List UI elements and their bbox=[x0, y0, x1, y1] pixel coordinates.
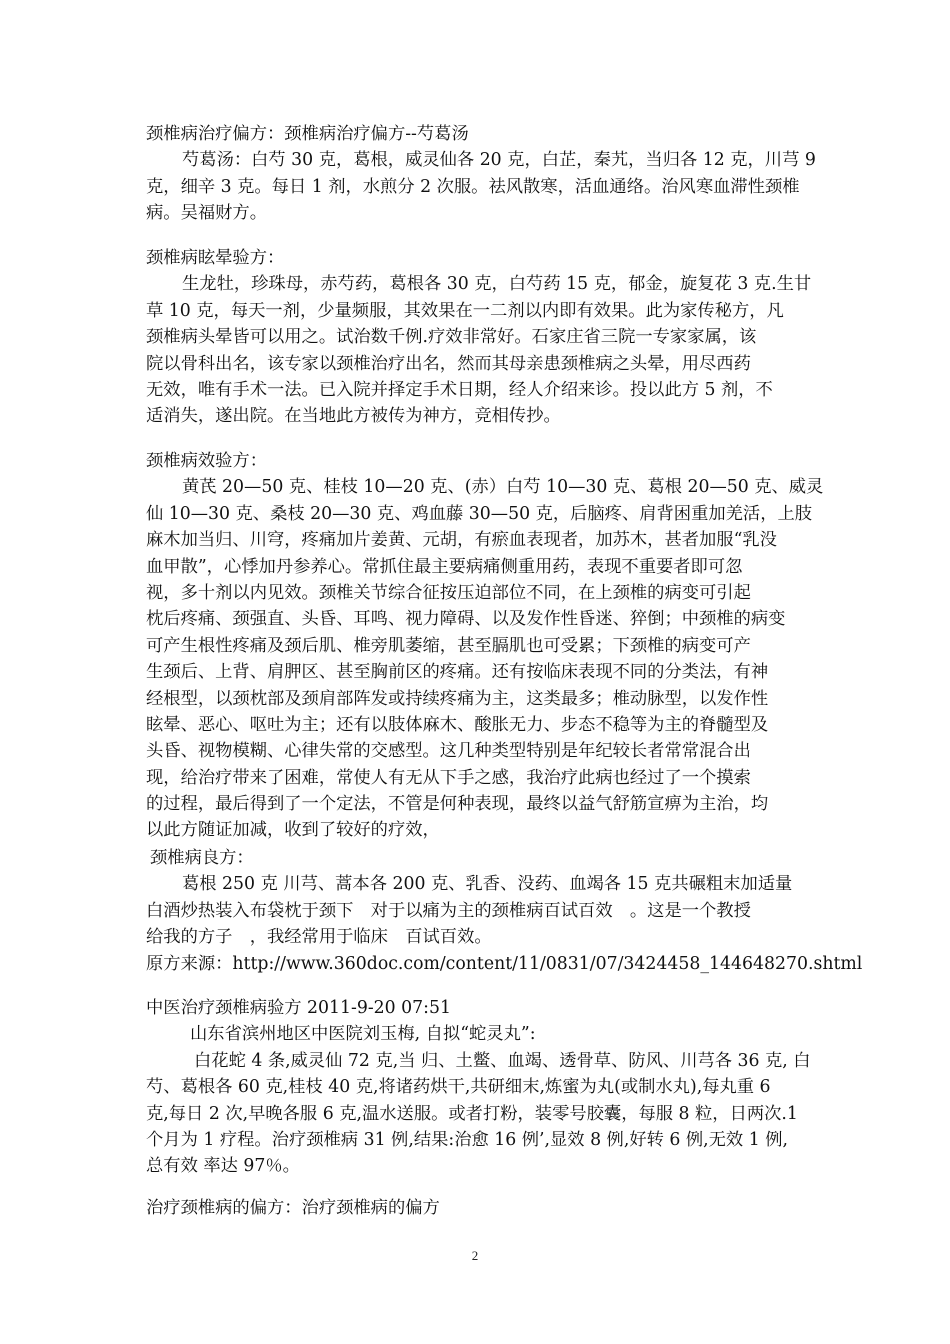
section-heading: 颈椎病眩晕验方： bbox=[146, 248, 285, 268]
body-line: 头昏、视物模糊、心律失常的交感型。这几种类型特别是年纪较长者常常混合出 bbox=[146, 741, 751, 762]
source-line: 原方来源：http://www.360doc.com/content/11/0831/07/3424458_144648270.shtml bbox=[146, 953, 863, 974]
body-line: 克,每日 2 次,早晚各服 6 克,温水送服。或者打粉，装零号胶囊，每服 8 粒，日两次.1 bbox=[146, 1103, 798, 1124]
body-line: 可产生根性疼痛及颈后肌、椎旁肌萎缩，甚至膈肌也可受累；下颈椎的病变可产 bbox=[146, 635, 751, 656]
body-line: 现，给治疗带来了困难，常使人有无从下手之感，我治疗此病也经过了一个摸索 bbox=[146, 767, 751, 788]
body-line: 病。吴福财方。 bbox=[146, 203, 267, 224]
body-line: 草 10 克，每天一剂，少量频服，其效果在一二剂以内即有效果。此为家传秘方，凡 bbox=[146, 300, 784, 321]
body-line: 视，多十剂以内见效。颈椎关节综合征按压迫部位不同，在上颈椎的病变可引起 bbox=[146, 582, 751, 603]
body-line: 白酒炒热装入布袋枕于颈下 对于以痛为主的颈椎病百试百效 。这是一个教授 bbox=[146, 900, 751, 921]
body-line: 血甲散”，心悸加丹参养心。常抓住最主要病痛侧重用药，表现不重要者即可忽 bbox=[146, 556, 743, 577]
page-number: 2 bbox=[471, 1248, 479, 1263]
body-line: 经根型，以颈枕部及颈肩部阵发或持续疼痛为主，这类最多；椎动脉型，以发作性 bbox=[146, 688, 769, 709]
section-heading: 颈椎病效验方： bbox=[146, 451, 267, 471]
sub-heading: 山东省滨州地区中医院刘玉梅, 自拟“蛇灵丸”: bbox=[190, 1024, 536, 1045]
body-line: 适消失，遂出院。在当地此方被传为神方，竞相传抄。 bbox=[146, 406, 561, 427]
section-effective-formula bbox=[146, 448, 824, 844]
body-line: 眩晕、恶心、呕吐为主；还有以肢体麻木、酸胀无力、步态不稳等为主的脊髓型及 bbox=[146, 714, 769, 735]
body-line: 葛根 250 克 川芎、蒿本各 200 克、乳香、没药、血竭各 15 克共碾粗末加适量 bbox=[182, 874, 793, 895]
body-line: 仙 10—30 克、桑枝 20—30 克、鸡血藤 30—50 克，后脑疼、肩背困重加羌活，上肢 bbox=[146, 503, 813, 524]
body-line: 生颈后、上背、肩胛区、甚至胸前区的疼痛。还有按临床表现不同的分类法，有神 bbox=[146, 662, 769, 683]
body-line: 给我的方子 ，我经常用于临床 百试百效。 bbox=[146, 927, 492, 948]
body-line: 枕后疼痛、颈强直、头昏、耳鸣、视力障碍、以及发作性昏迷、猝倒；中颈椎的病变 bbox=[146, 609, 786, 630]
body-line: 生龙牡，珍珠母，赤芍药，葛根各 30 克，白芍药 15 克，郁金，旋复花 3 克.生甘 bbox=[182, 274, 812, 295]
section-heading: 中医治疗颈椎病验方 2011-9-20 07:51 bbox=[146, 998, 451, 1018]
body-line: 个月为 1 疗程。治疗颈椎病 31 例,结果:治愈 16 例’,显效 8 例,好转 6 例,无效 1 例, bbox=[146, 1129, 788, 1150]
body-line: 无效，唯有手术一法。已入院并择定手术日期，经人介绍来诊。投以此方 5 剂，不 bbox=[146, 379, 773, 400]
body-line: 芍、葛根各 60 克,桂枝 40 克,将诸药烘干,共研细末,炼蜜为丸(或制水丸),每丸重 6 bbox=[146, 1077, 771, 1098]
section-shaoge-decoction bbox=[146, 121, 816, 227]
body-line: 以此方随证加减，收到了较好的疗效， bbox=[146, 820, 440, 841]
section-tcm-formula bbox=[146, 995, 811, 1180]
section-dizziness-formula bbox=[146, 245, 812, 430]
body-line: 白花蛇 4 条,威灵仙 72 克,当 归、土鳖、血竭、透骨草、防风、川芎各 36 克, 白 bbox=[194, 1050, 811, 1071]
body-line: 克，细辛 3 克。每日 1 剂，水煎分 2 次服。祛风散寒，活血通络。治风寒血滞性颈椎 bbox=[146, 176, 800, 197]
body-line: 芍葛汤：白芍 30 克，葛根，威灵仙各 20 克，白芷，秦艽，当归各 12 克，川芎 9 bbox=[182, 150, 816, 171]
section-folk-remedy bbox=[146, 1195, 806, 1221]
section-heading: 颈椎病良方： bbox=[150, 848, 254, 868]
body-line: 的过程，最后得到了一个定法，不管是何种表现，最终以益气舒筋宣痹为主治，均 bbox=[146, 794, 769, 815]
body-line: 院以骨科出名，该专家以颈椎治疗出名，然而其母亲患颈椎病之头晕，用尽西药 bbox=[146, 353, 751, 374]
section-good-formula bbox=[146, 845, 863, 977]
section-heading: 颈椎病治疗偏方：颈椎病治疗偏方--芍葛汤 bbox=[146, 124, 469, 144]
section-heading: 治疗颈椎病的偏方：治疗颈椎病的偏方 bbox=[146, 1198, 440, 1218]
body-line: 总有效 率达 97％。 bbox=[146, 1156, 300, 1177]
body-line: 颈椎病头晕皆可以用之。试治数千例.疗效非常好。石家庄省三院一专家家属，该 bbox=[146, 327, 757, 348]
body-line: 麻木加当归、川穹，疼痛加片姜黄、元胡，有瘀血表现者，加苏木，甚者加服“乳没 bbox=[146, 530, 777, 551]
body-line: 黄芪 20—50 克、桂枝 10—20 克、(赤）白芍 10—30 克、葛根 20—50 克、威灵 bbox=[182, 477, 824, 498]
